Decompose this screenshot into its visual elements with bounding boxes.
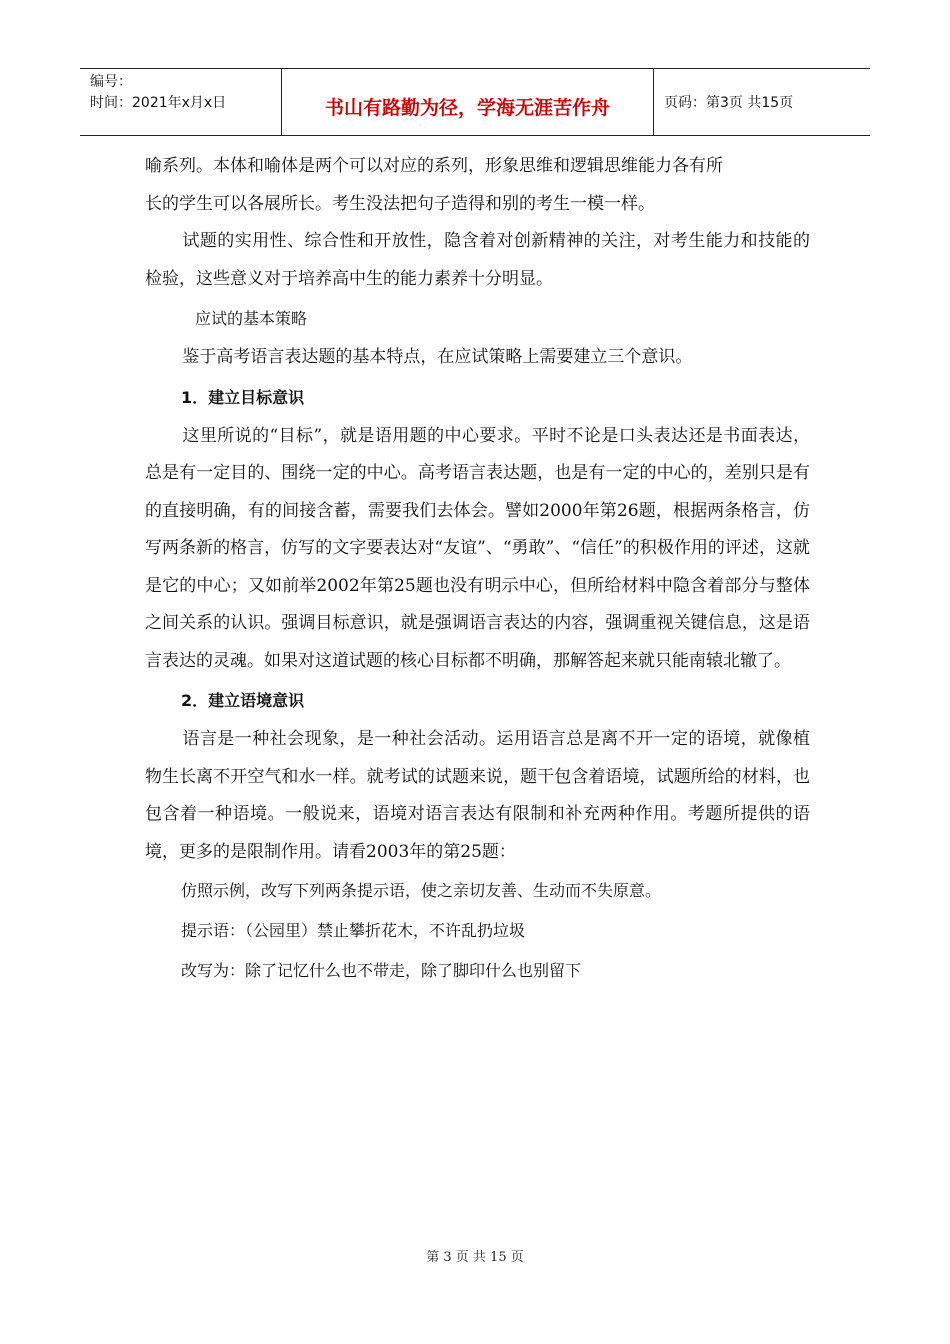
paragraph: 语言是一种社会现象，是一种社会活动。运用语言总是离不开一定的语境，就像植物生长离不开空气和水一样。就考试的试题来说，题干包含着语境，试题所给的材料，也包含着一种语境。一般说来，语境对语言表达有限制和补充两种作用。考题所提供的语境，更多的是限制作用。请看2003年的第25题：: [145, 729, 810, 862]
header-motto: 书山有路勤为径，学海无涯苦作舟: [282, 69, 654, 135]
header-table: [80, 68, 870, 136]
subheading-goal-awareness: 1．建立目标意识: [181, 387, 305, 407]
paragraph: 试题的实用性、综合性和开放性，隐含着对创新精神的关注，对考生能力和技能的检验，这些意义对于培养高中生的能力素养十分明显。: [145, 231, 810, 289]
section-title: 应试的基本策略: [195, 309, 308, 328]
paragraph: 这里所说的“目标”，就是语用题的中心要求。平时不论是口头表达还是书面表达，总是有一定目的、围绕一定的中心。高考语言表达题，也是有一定的中心的，差别只是有的直接明确，有的间接含蓄，需要我们去体会。譬如2000年第26题，根据两条格言，仿写两条新的格言，仿写的文字要表达对“友谊”、“勇敢”、“信任”的积极作用的评述，这就是它的中心；又如前举2002年第25题也没有明示中心，但所给材料中隐含着部分与整体之间关系的认识。强调目标意识，就是强调语言表达的内容，强调重视关键信息，这是语言表达的灵魂。如果对这道试题的核心目标都不明确，那解答起来就只能南辕北辙了。: [145, 425, 810, 671]
paragraph-continued-line1: 喻系列。本体和喻体是两个可以对应的系列，形象思维和逻辑思维能力各有所: [145, 156, 723, 176]
document-time-label: 时间：2021年x月x日: [90, 95, 227, 111]
example-rewrite: 改写为：除了记忆什么也不带走，除了脚印什么也别留下: [181, 961, 582, 980]
header-meta-cell: [80, 69, 282, 135]
page-footer: 第 3 页 共 15 页: [426, 1250, 524, 1265]
example-prompt: 提示语：（公园里）禁止攀折花木，不许乱扔垃圾: [181, 921, 526, 940]
paragraph: 鉴于高考语言表达题的基本特点，在应试策略上需要建立三个意识。: [182, 347, 693, 367]
subheading-context-awareness: 2．建立语境意识: [181, 691, 305, 710]
document-body: [145, 148, 810, 991]
example-instruction: 仿照示例，改写下列两条提示语，使之亲切友善、生动而不失原意。: [181, 881, 662, 900]
paragraph-continued-line2: 长的学生可以各展所长。考生没法把句子造得和别的考生一模一样。: [145, 193, 655, 214]
header-page-info: 页码：第3页 共15页: [664, 95, 794, 111]
document-number-label: 编号：: [90, 74, 132, 90]
